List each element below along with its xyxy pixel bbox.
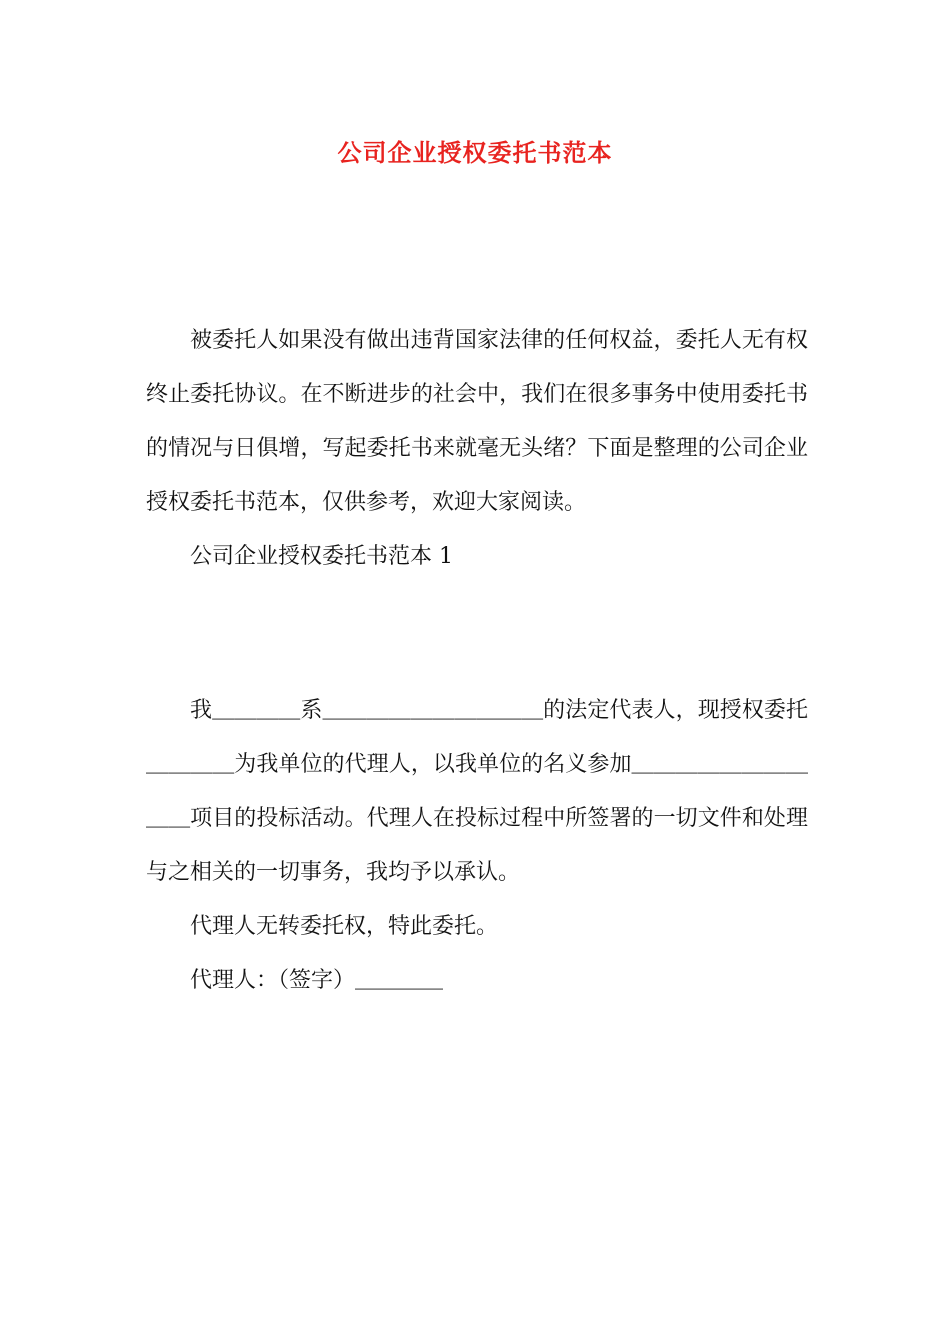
agent-signature-line: 代理人：（签字）＿＿＿＿ [190, 968, 444, 993]
section-spacer [146, 584, 808, 684]
document-body [146, 314, 808, 1008]
intro-paragraph: 被委托人如果没有做出违背国家法律的任何权益，委托人无有权终止委托协议。在不断进步的社会中，我们在很多事务中使用委托书的情况与日俱增，写起委托书来就毫无头绪？下面是整理的公司企业授权委托书范本，仅供参考，欢迎大家阅读。 [146, 328, 808, 515]
section-heading: 公司企业授权委托书范本 1 [190, 544, 453, 569]
no-transfer-statement: 代理人无转委托权，特此委托。 [190, 914, 499, 939]
document-title: 公司企业授权委托书范本 [337, 138, 613, 167]
authorization-paragraph: 我＿＿＿＿系＿＿＿＿＿＿＿＿＿＿的法定代表人，现授权委托＿＿＿＿为我单位的代理人，以我单位的名义参加＿＿＿＿＿＿＿＿＿＿项目的投标活动。代理人在投标过程中所签署的一切文件和处理与之相关的一切事务，我均予以承认。 [146, 698, 808, 885]
